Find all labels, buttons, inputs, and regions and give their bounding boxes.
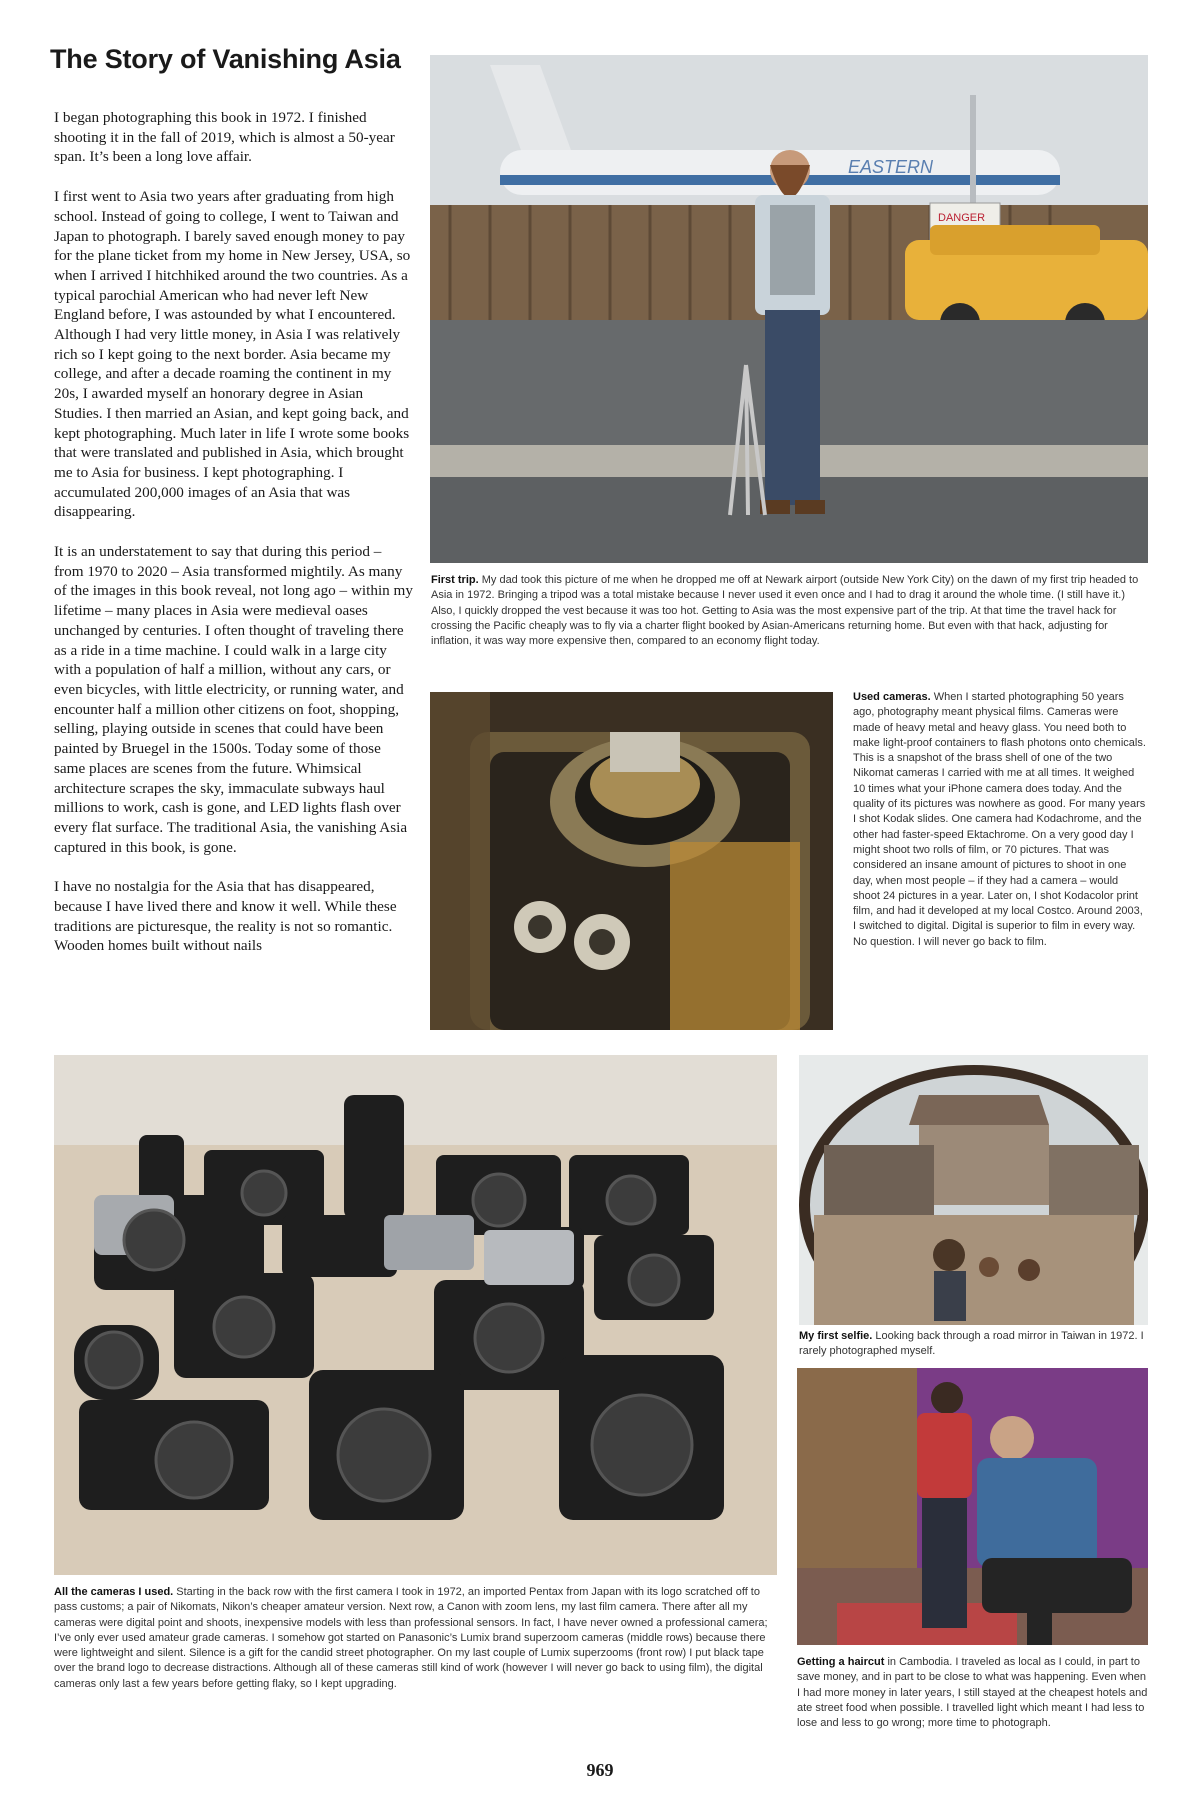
caption-text: Starting in the back row with the first camera I took in 1972, an imported Pentax from Japan with its logo scratched off to pass customs; a pair of Nikomats, Nikon’s cheaper amateur version. Next row, a Canon with zoom lens, my last film camera. There after all my cameras were digital point and shoots, inexpensive models with less than professional sensors. In fact, I have never owned a professional camera; I’ve only ever used amateur grade cameras. I somehow got started on Panasonic’s Lumix brand superzoom cameras (middle rows) because there were lightweight and silent. Silence is a gift for the candid street photographer. On my last couple of Lumix superzooms (front row) I put black tape over the brand logo to decrease distractions. Although all of these cameras still kind of work (however I will never go back to using film), the digital cameras only last a few years before getting flaky, so I kept upgrading.: [54, 1586, 768, 1690]
caption-text: When I started photographing 50 years ago, photography meant physical films. Cameras were made of heavy metal and heavy glass. You need both to make light-proof containers to flash photons onto chemicals. This is a snapshot of the brass shell of one of the two Nikomat cameras I carried with me at all times. It weighed 10 times what your iPhone camera does today. And the quality of its pictures was nowhere as good. For many years I shot Kodak slides. One camera had Kodachrome, and the other had faster-speed Ektachrome. On a very good day I might shoot two rolls of film, or 70 pictures. That was considered an insane amount of pictures to shoot in one day, when most people – if they had a camera – would shoot 24 pictures in a year. Later on, I shot Kodacolor print film, and had it developed at my local Costco. Around 2003, I switched to digital. Digital is superior to film in every way. No question. I will never go back to film.: [853, 691, 1146, 948]
body-text-column: [54, 108, 414, 1033]
page-title: The Story of Vanishing Asia: [50, 44, 401, 74]
caption-lead: My first selfie.: [799, 1330, 873, 1342]
caption-lead: Getting a haircut: [797, 1656, 885, 1668]
caption-text: Looking back through a road mirror in Taiwan in 1972. I rarely photographed myself.: [799, 1330, 1144, 1358]
caption-haircut: [797, 1655, 1148, 1731]
photo-haircut: [797, 1368, 1148, 1645]
body-paragraph: It is an understatement to say that during this period – from 1970 to 2020 – Asia transformed mightily. As many of the images in this book reveal, not long ago – within my lifetime – many places in Asia were medieval oases unchanged by centuries. I often thought of traveling there as a ride in a time machine. I could walk in a large city with a population of half a million, without any cars, or even bicycles, with little electricity, or running water, and encounter half a million other citizens on foot, shopping, selling, playing outside in scenes that could have been painted by Bruegel in the 1500s. Today some of those same places are scenes from the future. Whimsical architecture scrapes the sky, immaculate subways haul millions to work, cash is gone, and LED lights flash over every flat surface. The traditional Asia, the vanishing Asia captured in this book, is gone.: [54, 543, 413, 856]
body-paragraph: I first went to Asia two years after graduating from high school. Instead of going to college, I went to Taiwan and Japan to photograph. I barely saved enough money to pay for the plane ticket from my home in New Jersey, USA, so when I arrived I hitchhiked around the two countries. As a typical parochial American who had never left New England before, I was astounded by what I encountered. Although I had very little money, in Asia I was relatively rich so I kept going to the next border. Asia became my college, and after a decade roaming the continent in my 20s, I awarded myself an honorary degree in Asian Studies. I then married an Asian, and kept going back, and kept photographing. Much later in life I wrote some books that were translated and published in Asia, which brought me to Asia for business. I kept photographing. I accumulated 200,000 images of an Asia that was disappearing.: [54, 188, 411, 521]
caption-first-trip: [431, 573, 1147, 649]
caption-lead: All the cameras I used.: [54, 1586, 174, 1598]
photo-airport: [430, 55, 1148, 563]
photo-nikomat-closeup: [430, 692, 833, 1030]
photo-road-mirror-selfie: [799, 1055, 1148, 1325]
body-paragraph: I began photographing this book in 1972. I finished shooting it in the fall of 2019, which is almost a 50-year span. It’s been a long love affair.: [54, 109, 395, 166]
page-number: 969: [586, 1760, 614, 1780]
body-paragraph: I have no nostalgia for the Asia that has disappeared, because I have lived there and know it well. While these traditions are picturesque, the reality is not so romantic. Wooden homes built without nails: [54, 878, 397, 955]
caption-text: in Cambodia. I traveled as local as I could, in part to save money, and in part to be close to what was happening. Even when I had more money in later years, I still stayed at the cheapest hotels and ate street food when possible. I travelled light which meant I had less to lose and less to go wrong; more time to photograph.: [797, 1656, 1148, 1730]
plane-livery-text: EASTERN: [848, 157, 934, 177]
caption-used-cameras: [853, 690, 1148, 950]
caption-all-cameras: [54, 1585, 777, 1692]
caption-lead: First trip.: [431, 574, 479, 586]
caption-lead: Used cameras.: [853, 691, 931, 703]
danger-sign-text: DANGER: [938, 212, 986, 224]
photo-all-cameras: [54, 1055, 777, 1575]
caption-text: My dad took this picture of me when he dropped me off at Newark airport (outside New York City) on the dawn of my first trip headed to Asia in 1972. Bringing a tripod was a total mistake because I never used it even once and I had to drag it around the whole time. (I still have it.) Also, I quickly dropped the vest because it was too hot. Getting to Asia was the most expensive part of the trip. At that time the travel hack for crossing the Pacific cheaply was to fly via a charter flight booked by Asian-Americans returning home. But even with that hack, adjusting for inflation, it was way more expensive then, compared to an economy flight today.: [431, 574, 1139, 648]
caption-first-selfie: [799, 1329, 1148, 1360]
